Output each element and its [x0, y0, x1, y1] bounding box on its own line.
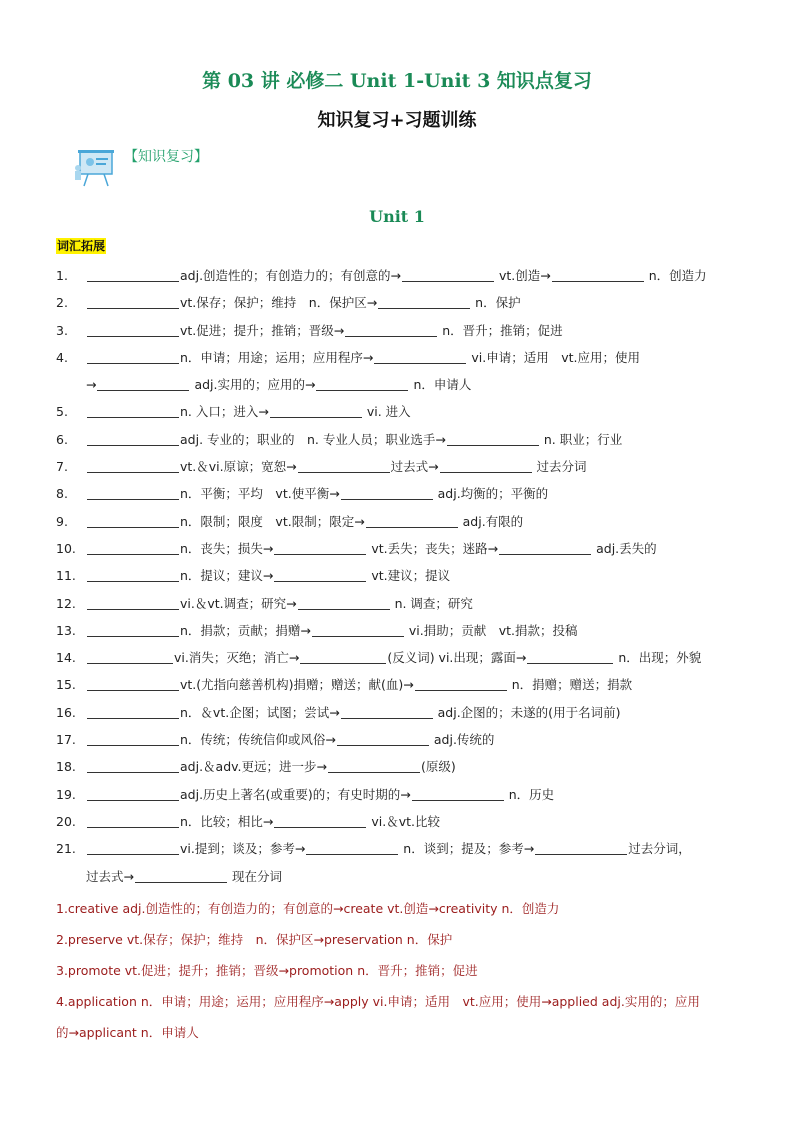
answer-line: 4.application n．申请；用途；运用；应用程序→apply vi.申请；适用 vt.应用；使用→applied adj.实用的；应用 — [56, 994, 700, 1009]
answer-blank[interactable] — [366, 513, 458, 528]
answer-blank[interactable] — [87, 813, 179, 828]
list-item: 11. n．提议；建议→ vt.建议；提议 — [56, 568, 451, 584]
list-item: 2. vt.保存；保护；维持 n．保护区→ n．保护 — [56, 295, 521, 311]
list-item: 21. vi.提到；谈及；参考→ n．谈到；提及；参考→ 过去分词， — [56, 841, 691, 857]
answer-blank[interactable] — [341, 704, 433, 719]
answer-blank[interactable] — [87, 840, 179, 855]
list-item: 12. vi.＆vt.调查；研究→ n. 调查；研究 — [56, 595, 473, 611]
answer-blank[interactable] — [87, 458, 179, 473]
answer-blank[interactable] — [87, 322, 179, 337]
answer-blank[interactable] — [87, 731, 179, 746]
answer-blank[interactable] — [337, 731, 429, 746]
answer-blank[interactable] — [535, 840, 627, 855]
list-item: 15. vt.(尤指向慈善机构)捐赠；赠送；献(血)→ n．捐赠；赠送；捐款 — [56, 677, 633, 693]
answer-blank[interactable] — [97, 376, 189, 391]
answer-blank[interactable] — [87, 485, 179, 500]
answer-blank[interactable] — [87, 403, 179, 418]
unit-heading: Unit 1 — [369, 207, 425, 226]
list-item: 20. n．比较；相比→ vi.＆vt.比较 — [56, 813, 440, 829]
answer-blank[interactable] — [87, 649, 173, 664]
list-item: 16. n．＆vt.企图；试图；尝试→ adj.企图的；未遂的(用于名词前) — [56, 704, 621, 720]
knowledge-review-label: 【知识复习】 — [124, 149, 208, 165]
list-item: 6. adj. 专业的；职业的 n. 专业人员；职业选手→ n. 职业；行业 — [56, 431, 623, 447]
answer-line: 3.promote vt.促进；提升；推销；晋级→promotion n．晋升；推销；促进 — [56, 963, 478, 978]
answer-blank[interactable] — [374, 349, 466, 364]
answer-key — [56, 893, 746, 1048]
answer-blank[interactable] — [87, 704, 179, 719]
answer-blank[interactable] — [402, 267, 494, 282]
list-item: 4. n．申请；用途；运用；应用程序→ vi.申请；适用 vt.应用；使用 — [56, 349, 640, 365]
list-item: 8. n．平衡；平均 vt.使平衡→ adj.均衡的；平衡的 — [56, 486, 549, 502]
answer-blank[interactable] — [87, 786, 179, 801]
answer-blank[interactable] — [552, 267, 644, 282]
answer-blank[interactable] — [412, 786, 504, 801]
list-item: 9. n．限制；限度 vt.限制；限定→ adj.有限的 — [56, 513, 524, 529]
list-item: 18. adj.＆adv.更远；进一步→ (原级) — [56, 759, 456, 775]
list-item: 13. n．捐款；贡献；捐赠→ vi.捐助；贡献 vt.捐款；投稿 — [56, 622, 578, 638]
answer-blank[interactable] — [341, 485, 433, 500]
answer-blank[interactable] — [274, 567, 366, 582]
page-subtitle: 知识复习+习题训练 — [317, 110, 477, 131]
answer-blank[interactable] — [306, 840, 398, 855]
answer-blank[interactable] — [87, 676, 179, 691]
answer-blank[interactable] — [499, 540, 591, 555]
vocabulary-list — [56, 262, 756, 890]
list-item: 10. n．丧失；损失→ vt.丢失；丧失；迷路→ adj.丢失的 — [56, 540, 657, 556]
answer-blank[interactable] — [87, 758, 179, 773]
answer-blank[interactable] — [87, 595, 179, 610]
answer-blank[interactable] — [527, 649, 613, 664]
list-item: 3. vt.促进；提升；推销；晋级→ n．晋升；推销；促进 — [56, 322, 563, 338]
answer-blank[interactable] — [87, 294, 179, 309]
answer-blank[interactable] — [87, 267, 179, 282]
answer-blank[interactable] — [316, 376, 408, 391]
answer-blank[interactable] — [274, 813, 366, 828]
list-item: 17. n．传统；传统信仰或风俗→ adj.传统的 — [56, 732, 495, 748]
answer-line: 2.preserve vt.保存；保护；维持 n．保护区→preservation n．保护 — [56, 932, 453, 947]
answer-blank[interactable] — [378, 294, 470, 309]
presentation-board-icon — [72, 148, 120, 188]
answer-blank[interactable] — [312, 622, 404, 637]
answer-blank[interactable] — [440, 458, 532, 473]
answer-blank[interactable] — [87, 622, 179, 637]
answer-line: 的→applicant n．申请人 — [56, 1025, 199, 1040]
answer-blank[interactable] — [87, 513, 179, 528]
list-item-continuation: → adj.实用的；应用的→ n．申请人 — [86, 377, 472, 393]
answer-blank[interactable] — [87, 431, 179, 446]
answer-blank[interactable] — [300, 649, 386, 664]
answer-blank[interactable] — [87, 540, 179, 555]
list-item: 19. adj.历史上著名(或重要)的；有史时期的→ n．历史 — [56, 786, 555, 802]
answer-blank[interactable] — [270, 403, 362, 418]
answer-blank[interactable] — [345, 322, 437, 337]
answer-line: 1.creative adj.创造性的；有创造力的；有创意的→create vt.创造→creativity n．创造力 — [56, 901, 560, 916]
page-title: 第 03 讲 必修二 Unit 1-Unit 3 知识点复习 — [202, 70, 592, 92]
answer-blank[interactable] — [415, 676, 507, 691]
answer-blank[interactable] — [447, 431, 539, 446]
answer-blank[interactable] — [135, 868, 227, 883]
answer-blank[interactable] — [298, 595, 390, 610]
answer-blank[interactable] — [328, 758, 420, 773]
list-item: 14. vi.消失；灭绝；消亡→ (反义词) vi.出现；露面→ n．出现；外貌 — [56, 650, 702, 666]
section-tag: 词汇拓展 — [57, 239, 106, 253]
answer-blank[interactable] — [274, 540, 366, 555]
list-item: 1. adj.创造性的；有创造力的；有创意的→ vt.创造→ n．创造力 — [56, 268, 707, 283]
answer-blank[interactable] — [87, 567, 179, 582]
list-item: 7. vt.＆vi.原谅；宽恕→ 过去式→ 过去分词 — [56, 459, 587, 475]
list-item-continuation: 过去式→ 现在分词 — [86, 868, 282, 884]
list-item: 5. n. 入口；进入→ vi. 进入 — [56, 404, 411, 420]
answer-blank[interactable] — [87, 349, 179, 364]
answer-blank[interactable] — [298, 458, 390, 473]
